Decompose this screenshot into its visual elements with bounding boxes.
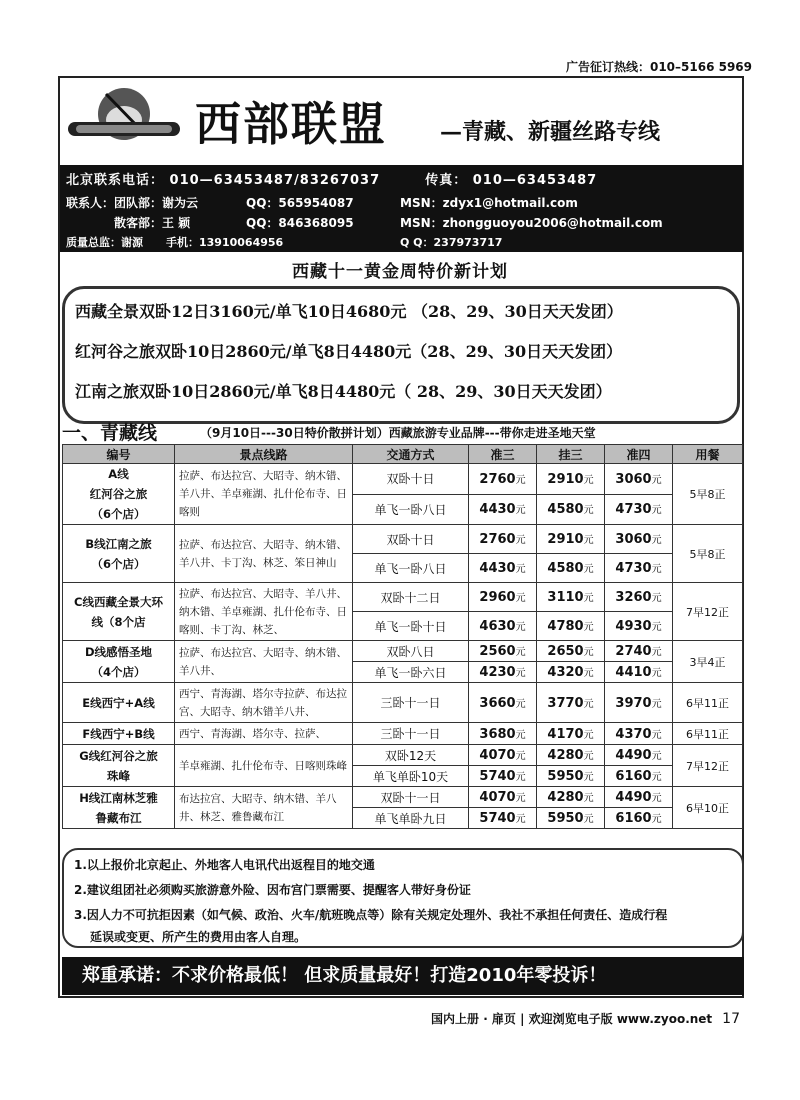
price-cell [469, 554, 537, 583]
price-value: 4430 [479, 561, 516, 576]
notes-box [62, 848, 744, 948]
price-value: 2760 [479, 532, 516, 547]
price-unit: 元 [583, 793, 594, 804]
route-code [63, 787, 175, 829]
price-cell [469, 745, 537, 766]
price-cell [537, 766, 605, 787]
price-cell [469, 662, 537, 683]
price-cell [605, 766, 673, 787]
note-item: 2.建议组团社必须购买旅游意外险、因布宫门票需要、提醒客人带好身份证 [74, 883, 471, 897]
price-cell [537, 525, 605, 554]
team-msn: MSN：zdyx1@hotmail.com [400, 196, 578, 210]
table-row [63, 464, 743, 495]
meal-plan: 6早11正 [673, 723, 743, 745]
price-value: 4580 [547, 502, 584, 518]
price-unit: 元 [583, 814, 594, 825]
route-code-line: 珠峰 [107, 768, 130, 783]
transport-mode: 单飞一卧六日 [353, 662, 469, 683]
price-cell [537, 494, 605, 525]
transport-mode: 双卧十日 [353, 525, 469, 554]
promo-line: 江南之旅双卧10日2860元/单飞8日4480元（ 28、29、30日天天发团） [75, 382, 612, 401]
price-value: 3260 [615, 590, 652, 605]
price-value: 5950 [547, 769, 584, 784]
route-code-line: E线西宁+A线 [82, 695, 155, 710]
route-spots: 拉萨、布达拉宫、大昭寺、羊八井、纳木错、羊卓雍湖、扎什伦布寺、日喀则、卡丁沟、林芝、 [175, 583, 353, 641]
table-row [63, 641, 743, 662]
price-cell [537, 464, 605, 495]
slogan-banner: 郑重承诺：不求价格最低！ 但求质量最好！打造2010年零投诉！ [62, 957, 744, 995]
route-code-line: B线江南之旅 [85, 536, 152, 551]
route-code-line: 鲁藏布江 [95, 810, 142, 825]
transport-mode: 单飞单卧10天 [353, 766, 469, 787]
route-code-line: （6个店） [91, 556, 146, 571]
transport-mode: 单飞一卧八日 [353, 554, 469, 583]
price-unit: 元 [583, 593, 594, 604]
section-title: 一、青藏线 [62, 422, 158, 444]
transport-mode: 双卧十日 [353, 464, 469, 495]
price-value: 4070 [479, 748, 516, 763]
price-cell [605, 583, 673, 612]
meal-plan: 6早10正 [673, 787, 743, 829]
price-cell [537, 554, 605, 583]
price-cell [605, 554, 673, 583]
company-logo-icon [66, 84, 186, 150]
transport-mode: 单飞一卧八日 [353, 494, 469, 525]
table-row [63, 745, 743, 766]
route-code [63, 745, 175, 787]
price-value: 3060 [615, 471, 652, 487]
price-cell [605, 683, 673, 723]
price-value: 4730 [615, 502, 652, 518]
price-cell [605, 745, 673, 766]
table-row [63, 787, 743, 808]
price-unit: 元 [515, 474, 526, 486]
price-cell [469, 787, 537, 808]
price-cell [605, 808, 673, 829]
price-unit: 元 [651, 814, 662, 825]
price-value: 5740 [479, 769, 516, 784]
route-spots: 羊卓雍湖、扎什伦布寺、日喀则珠峰 [175, 745, 353, 787]
price-value: 2560 [479, 644, 516, 659]
price-unit: 元 [651, 474, 662, 486]
route-code [63, 641, 175, 683]
price-value: 4070 [479, 790, 516, 805]
price-cell [537, 641, 605, 662]
price-unit: 元 [583, 668, 594, 679]
note-item: 1.以上报价北京起止、外地客人电讯代出返程目的地交通 [74, 858, 375, 872]
route-price-table [62, 444, 743, 829]
price-value: 3060 [615, 532, 652, 547]
table-row [63, 683, 743, 723]
route-code [63, 525, 175, 583]
table-header-row [63, 445, 743, 464]
table-row [63, 723, 743, 745]
price-value: 3110 [547, 590, 584, 605]
price-unit: 元 [515, 751, 526, 762]
route-code-line: F线西宁+B线 [82, 726, 155, 741]
route-code-line: （4个店） [91, 664, 146, 679]
col-header: 挂三 [537, 445, 605, 464]
price-unit: 元 [651, 772, 662, 783]
team-qq: QQ：565954087 [246, 196, 354, 210]
price-unit: 元 [515, 564, 526, 575]
price-value: 4410 [615, 665, 652, 680]
price-cell [469, 494, 537, 525]
price-value: 6160 [615, 811, 652, 826]
page-number: 17 [722, 1011, 740, 1027]
route-spots: 布达拉宫、大昭寺、纳木错、羊八井、林芝、雅鲁藏布江 [175, 787, 353, 829]
price-value: 2740 [615, 644, 652, 659]
price-unit: 元 [515, 535, 526, 546]
promo-line: 西藏全景双卧12日3160元/单飞10日4680元 （28、29、30日天天发团） [75, 302, 623, 321]
price-cell [605, 464, 673, 495]
table-row [63, 583, 743, 612]
price-unit: 元 [651, 698, 662, 710]
price-cell [605, 612, 673, 641]
price-value: 5740 [479, 811, 516, 826]
price-cell [605, 641, 673, 662]
note-item: 延误或变更、所产生的费用由客人自理。 [90, 930, 307, 944]
price-cell [537, 723, 605, 745]
meal-plan: 7早12正 [673, 583, 743, 641]
price-unit: 元 [515, 793, 526, 804]
price-cell [537, 583, 605, 612]
route-code [63, 723, 175, 745]
route-code [63, 683, 175, 723]
price-cell [537, 745, 605, 766]
price-cell [605, 723, 673, 745]
price-unit: 元 [651, 593, 662, 604]
col-header: 交通方式 [353, 445, 469, 464]
route-code-line: 红河谷之旅 [89, 487, 148, 501]
section-subtitle: （9月10日---30日特价散拼计划）西藏旅游专业品牌---带你走进圣地天堂 [200, 426, 596, 440]
price-unit: 元 [583, 698, 594, 710]
price-unit: 元 [515, 593, 526, 604]
price-value: 3680 [479, 726, 516, 742]
price-unit: 元 [583, 647, 594, 658]
price-value: 2910 [547, 532, 584, 547]
price-value: 4490 [615, 748, 652, 763]
price-value: 4430 [479, 502, 516, 518]
promo-line: 红河谷之旅双卧10日2860元/单飞8日4480元（28、29、30日天天发团） [75, 342, 623, 361]
route-code-line: 线（8个店 [91, 614, 146, 629]
route-code-line: D线感悟圣地 [84, 644, 153, 659]
fax-number: 传真： 010—63453487 [425, 173, 598, 188]
quality-qq: Q Q：237973717 [400, 236, 503, 249]
price-unit: 元 [651, 751, 662, 762]
promo-box [62, 286, 740, 424]
price-value: 2650 [547, 644, 584, 659]
individual-qq: QQ：846368095 [246, 216, 354, 230]
price-cell [537, 683, 605, 723]
meal-plan: 7早12正 [673, 745, 743, 787]
transport-mode: 三卧十一日 [353, 683, 469, 723]
col-header: 准四 [605, 445, 673, 464]
table-body [63, 464, 743, 829]
col-header: 准三 [469, 445, 537, 464]
price-cell [469, 612, 537, 641]
price-value: 2910 [547, 471, 584, 487]
price-unit: 元 [651, 505, 662, 517]
price-cell [469, 766, 537, 787]
route-code-line: A线 [108, 467, 129, 481]
price-unit: 元 [515, 814, 526, 825]
price-cell [605, 662, 673, 683]
transport-mode: 单飞单卧九日 [353, 808, 469, 829]
price-unit: 元 [651, 622, 662, 633]
page-footer [431, 1010, 740, 1027]
price-unit: 元 [651, 668, 662, 679]
transport-mode: 三卧十一日 [353, 723, 469, 745]
price-value: 4730 [615, 561, 652, 576]
transport-mode: 双卧12天 [353, 745, 469, 766]
table-row [63, 525, 743, 554]
price-value: 4170 [547, 726, 584, 742]
route-spots: 拉萨、布达拉宫、大昭寺、纳木错、羊八井、羊卓雍湖、扎什伦布寺、日喀则 [175, 464, 353, 525]
price-value: 3970 [615, 695, 652, 711]
price-value: 4490 [615, 790, 652, 805]
note-item: 3.因人力不可抗拒因素（如气候、政治、火车/航班晚点等）除有关规定处理外、我社不承担任何责任、造成行程 [74, 908, 668, 922]
price-value: 2960 [479, 590, 516, 605]
quality-mobile: 手机：13910064956 [166, 236, 284, 249]
price-cell [469, 683, 537, 723]
quality-director: 质量总监：谢源 [66, 236, 143, 249]
price-unit: 元 [651, 647, 662, 658]
price-unit: 元 [583, 535, 594, 546]
price-value: 4780 [547, 619, 584, 634]
brand-title: 西部联盟 [195, 97, 387, 151]
price-cell [537, 612, 605, 641]
price-cell [537, 662, 605, 683]
price-unit: 元 [651, 793, 662, 804]
price-cell [469, 525, 537, 554]
contact-block [60, 165, 743, 252]
price-cell [537, 808, 605, 829]
route-code-line: （6个店） [91, 507, 146, 521]
price-value: 4280 [547, 748, 584, 763]
contact-row-individual [66, 214, 663, 231]
route-spots: 拉萨、布达拉宫、大昭寺、纳木错、羊八井、 [175, 641, 353, 683]
price-value: 3660 [479, 695, 516, 711]
ad-hotline: 广告征订热线：010–5166 5969 [565, 60, 752, 74]
price-unit: 元 [583, 474, 594, 486]
route-code-line: C线西藏全景大环 [74, 594, 163, 609]
route-code-line: G线红河谷之旅 [79, 748, 158, 763]
price-cell [605, 525, 673, 554]
price-cell [469, 583, 537, 612]
meal-plan: 3早4正 [673, 641, 743, 683]
contact-row-phone [66, 169, 597, 188]
price-value: 4370 [615, 726, 652, 742]
price-unit: 元 [583, 729, 594, 741]
price-unit: 元 [515, 505, 526, 517]
brand-subtitle: —青藏、新疆丝路专线 [440, 119, 661, 145]
meal-plan: 5早8正 [673, 464, 743, 525]
price-unit: 元 [515, 772, 526, 783]
price-value: 2760 [479, 471, 516, 487]
price-unit: 元 [583, 751, 594, 762]
route-spots: 拉萨、布达拉宫、大昭寺、纳木错、羊八井、卡丁沟、林芝、笨日神山 [175, 525, 353, 583]
beijing-phone: 北京联系电话： 010—63453487/83267037 [66, 173, 381, 188]
price-unit: 元 [583, 505, 594, 517]
col-header: 编号 [63, 445, 175, 464]
price-unit: 元 [651, 535, 662, 546]
price-unit: 元 [515, 647, 526, 658]
contact-row-quality [66, 234, 502, 250]
individual-contact: 散客部：王 颖 [114, 216, 191, 230]
price-cell [469, 723, 537, 745]
price-unit: 元 [583, 772, 594, 783]
route-code-line: H线江南林芝雅 [79, 790, 158, 805]
price-unit: 元 [515, 698, 526, 710]
price-value: 4280 [547, 790, 584, 805]
transport-mode: 单飞一卧十日 [353, 612, 469, 641]
price-unit: 元 [515, 729, 526, 741]
price-cell [537, 787, 605, 808]
price-value: 4930 [615, 619, 652, 634]
individual-msn: MSN：zhongguoyou2006@hotmail.com [400, 216, 663, 230]
price-cell [469, 464, 537, 495]
price-unit: 元 [583, 622, 594, 633]
price-unit: 元 [651, 564, 662, 575]
col-header: 用餐 [673, 445, 743, 464]
price-value: 5950 [547, 811, 584, 826]
meal-plan: 5早8正 [673, 525, 743, 583]
team-contact: 联系人：团队部：谢为云 [66, 196, 199, 210]
contact-row-team [66, 194, 578, 211]
transport-mode: 双卧八日 [353, 641, 469, 662]
route-code [63, 583, 175, 641]
route-code [63, 464, 175, 525]
col-header: 景点线路 [175, 445, 353, 464]
price-value: 3770 [547, 695, 584, 711]
route-spots: 西宁、青海湖、塔尔寺拉萨、布达拉宫、大昭寺、纳木错羊八井、 [175, 683, 353, 723]
promo-title: 西藏十一黄金周特价新计划 [292, 262, 508, 282]
price-cell [605, 494, 673, 525]
price-unit: 元 [515, 668, 526, 679]
price-value: 6160 [615, 769, 652, 784]
route-spots: 西宁、青海湖、塔尔寺、拉萨、 [175, 723, 353, 745]
price-cell [605, 787, 673, 808]
price-cell [469, 641, 537, 662]
price-unit: 元 [651, 729, 662, 741]
price-unit: 元 [583, 564, 594, 575]
price-value: 4230 [479, 665, 516, 680]
price-value: 4580 [547, 561, 584, 576]
transport-mode: 双卧十二日 [353, 583, 469, 612]
price-value: 4630 [479, 619, 516, 634]
footer-text: 国内上册 · 扉页 | 欢迎浏览电子版 www.zyoo.net [431, 1012, 713, 1026]
price-unit: 元 [515, 622, 526, 633]
price-value: 4320 [547, 665, 584, 680]
price-cell [469, 808, 537, 829]
transport-mode: 双卧十一日 [353, 787, 469, 808]
meal-plan: 6早11正 [673, 683, 743, 723]
